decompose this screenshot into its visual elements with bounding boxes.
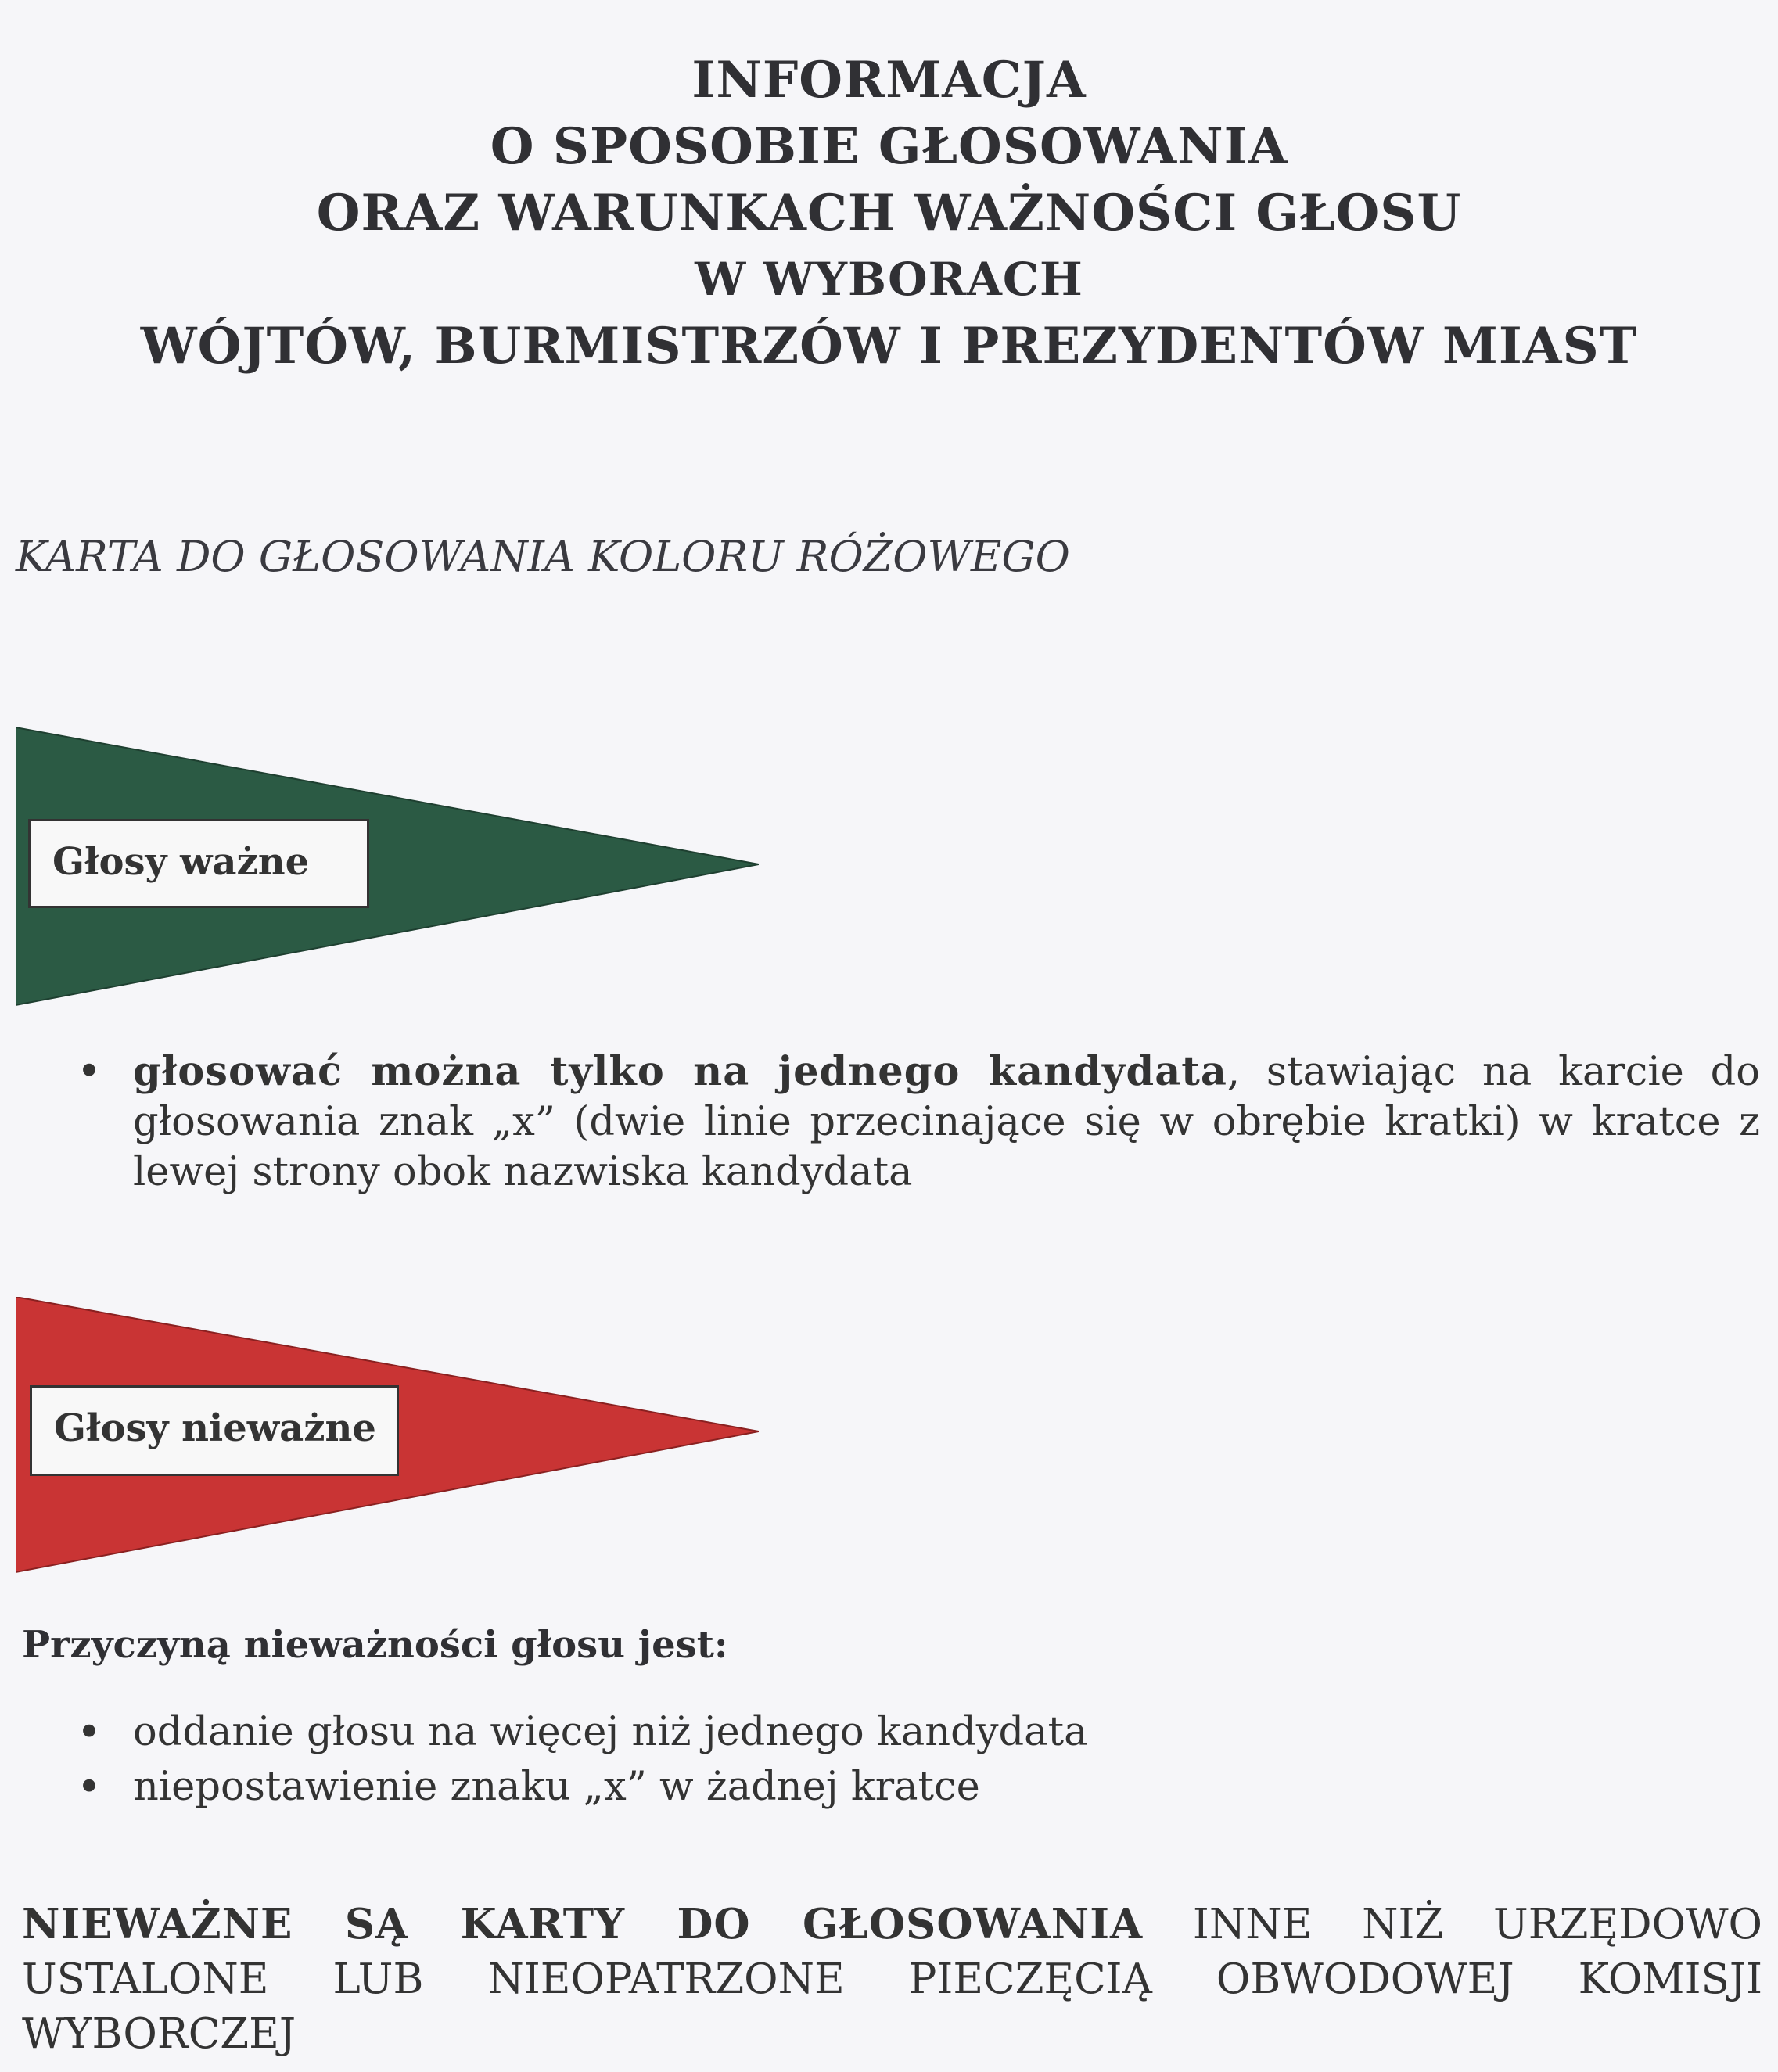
valid-rule-text: , stawiając na karcie do głosowania znak „x” (dwie linie przecinające się w obrębie kratki) w kratce z lewej strony obok nazwiska kandydata	[133, 1049, 1760, 1195]
bullet-icon: •	[77, 1047, 102, 1096]
invalid-ballots-note	[22, 1897, 1762, 2062]
invalid-votes-label: Głosy nieważne	[30, 1385, 399, 1476]
invalidity-reasons-title: Przyczyną nieważności głosu jest:	[22, 1623, 728, 1667]
ballot-color-note: KARTA DO GŁOSOWANIA KOLORU RÓŻOWEGO	[16, 532, 1070, 581]
valid-votes-label: Głosy ważne	[28, 819, 369, 908]
document-title	[0, 47, 1778, 379]
invalid-votes-pennant	[16, 1297, 759, 1578]
final-note-text: INNE NIŻ URZĘDOWO USTALONE LUB NIEOPATRZONE PIECZĘCIĄ OBWODOWEJ KOMISJI WYBORCZEJ	[22, 1901, 1763, 2058]
bullet-icon: •	[77, 1762, 102, 1812]
bullet-icon: •	[77, 1708, 102, 1757]
title-line-5: WÓJTÓW, BURMISTRZÓW I PREZYDENTÓW MIAST	[140, 317, 1638, 375]
valid-rules-list	[16, 1047, 1760, 1198]
list-item	[16, 1047, 1760, 1198]
valid-rule-bold: głosować można tylko na jednego kandydata	[133, 1048, 1227, 1095]
final-note-bold: NIEWAŻNE SĄ KARTY DO GŁOSOWANIA	[22, 1900, 1144, 1948]
list-item	[16, 1760, 1737, 1815]
title-line-2: O SPOSOBIE GŁOSOWANIA	[490, 117, 1288, 176]
valid-votes-pennant	[16, 727, 759, 1009]
list-item	[16, 1705, 1737, 1760]
invalidity-reasons-list	[16, 1705, 1737, 1815]
title-line-1: INFORMACJA	[691, 51, 1087, 110]
reason-text: oddanie głosu na więcej niż jednego kandydata	[133, 1709, 1088, 1755]
title-line-3: ORAZ WARUNKACH WAŻNOŚCI GŁOSU	[316, 184, 1462, 242]
title-line-4: W WYBORACH	[695, 253, 1083, 306]
reason-text: niepostawienie znaku „x” w żadnej kratce	[133, 1764, 980, 1810]
